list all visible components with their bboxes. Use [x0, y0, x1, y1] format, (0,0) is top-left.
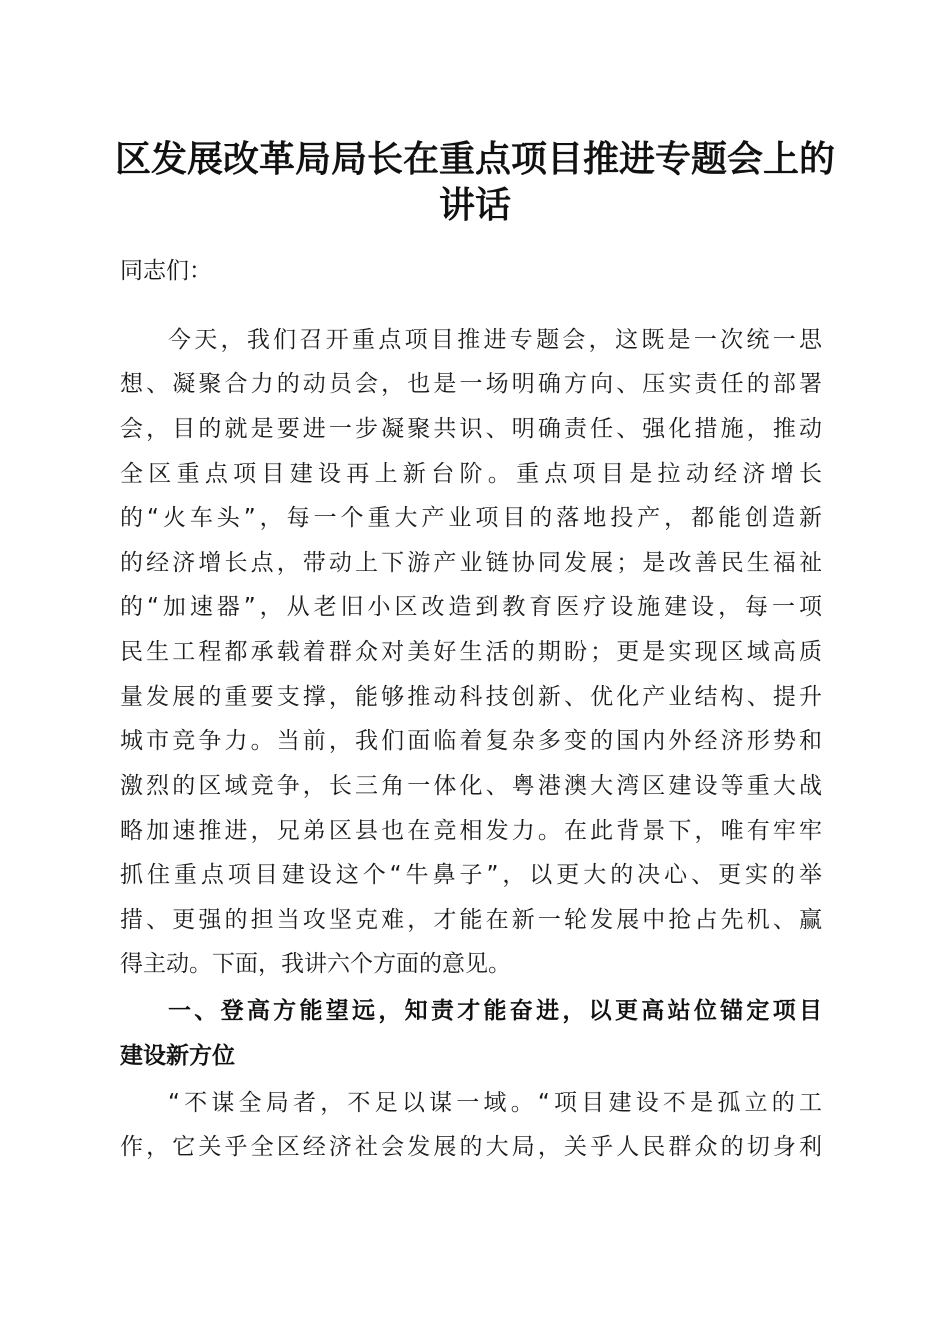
- document-title-line-2: 讲话: [438, 184, 511, 226]
- paragraph-1-line: 想、凝聚合力的动员会，也是一场明确方向、压实责任的部署: [120, 371, 822, 397]
- paragraph-1-line: 城市竞争力。当前，我们面临着复杂多变的国内外经济形势和: [120, 728, 822, 754]
- paragraph-1-line: 的“加速器”，从老旧小区改造到教育医疗设施建设，每一项: [120, 594, 822, 620]
- paragraph-1-line: 今天，我们召开重点项目推进专题会，这既是一次统一思: [168, 327, 822, 353]
- paragraph-1-line: 量发展的重要支撑，能够推动科技创新、优化产业结构、提升: [120, 684, 822, 710]
- paragraph-1-line: 全区重点项目建设再上新台阶。重点项目是拉动经济增长: [120, 461, 822, 487]
- paragraph-1-line: 激烈的区域竞争，长三角一体化、粤港澳大湾区建设等重大战: [120, 773, 822, 799]
- paragraph-1-line: 民生工程都承载着群众对美好生活的期盼；更是实现区域高质: [120, 639, 822, 665]
- document-title-line-1: 区发展改革局局长在重点项目推进专题会上的: [114, 138, 835, 180]
- paragraph-1-line: 得主动。下面，我讲六个方面的意见。: [120, 951, 511, 977]
- paragraph-1-line: 的经济增长点，带动上下游产业链协同发展；是改善民生福祉: [120, 550, 822, 576]
- paragraph-1-line: 会，目的就是要进一步凝聚共识、明确责任、强化措施，推动: [120, 416, 822, 442]
- paragraph-1-line: 措、更强的担当攻坚克难，才能在新一轮发展中抢占先机、赢: [120, 907, 822, 933]
- salutation: 同志们：: [120, 258, 212, 284]
- paragraph-1-line: 略加速推进，兄弟区县也在竞相发力。在此背景下，唯有牢牢: [120, 818, 822, 844]
- section-heading-1-line: 建设新方位: [120, 1043, 235, 1069]
- paragraph-2-line: 作，它关乎全区经济社会发展的大局，关乎人民群众的切身利: [120, 1134, 822, 1160]
- paragraph-1-line: 抓住重点项目建设这个“牛鼻子”，以更大的决心、更实的举: [120, 862, 822, 888]
- paragraph-2-line: “不谋全局者，不足以谋一域。“项目建设不是孤立的工: [168, 1090, 822, 1116]
- paragraph-1-line: 的“火车头”，每一个重大产业项目的落地投产，都能创造新: [120, 505, 822, 531]
- section-heading-1-line: 一、登高方能望远，知责才能奋进，以更高站位锚定项目: [168, 998, 822, 1024]
